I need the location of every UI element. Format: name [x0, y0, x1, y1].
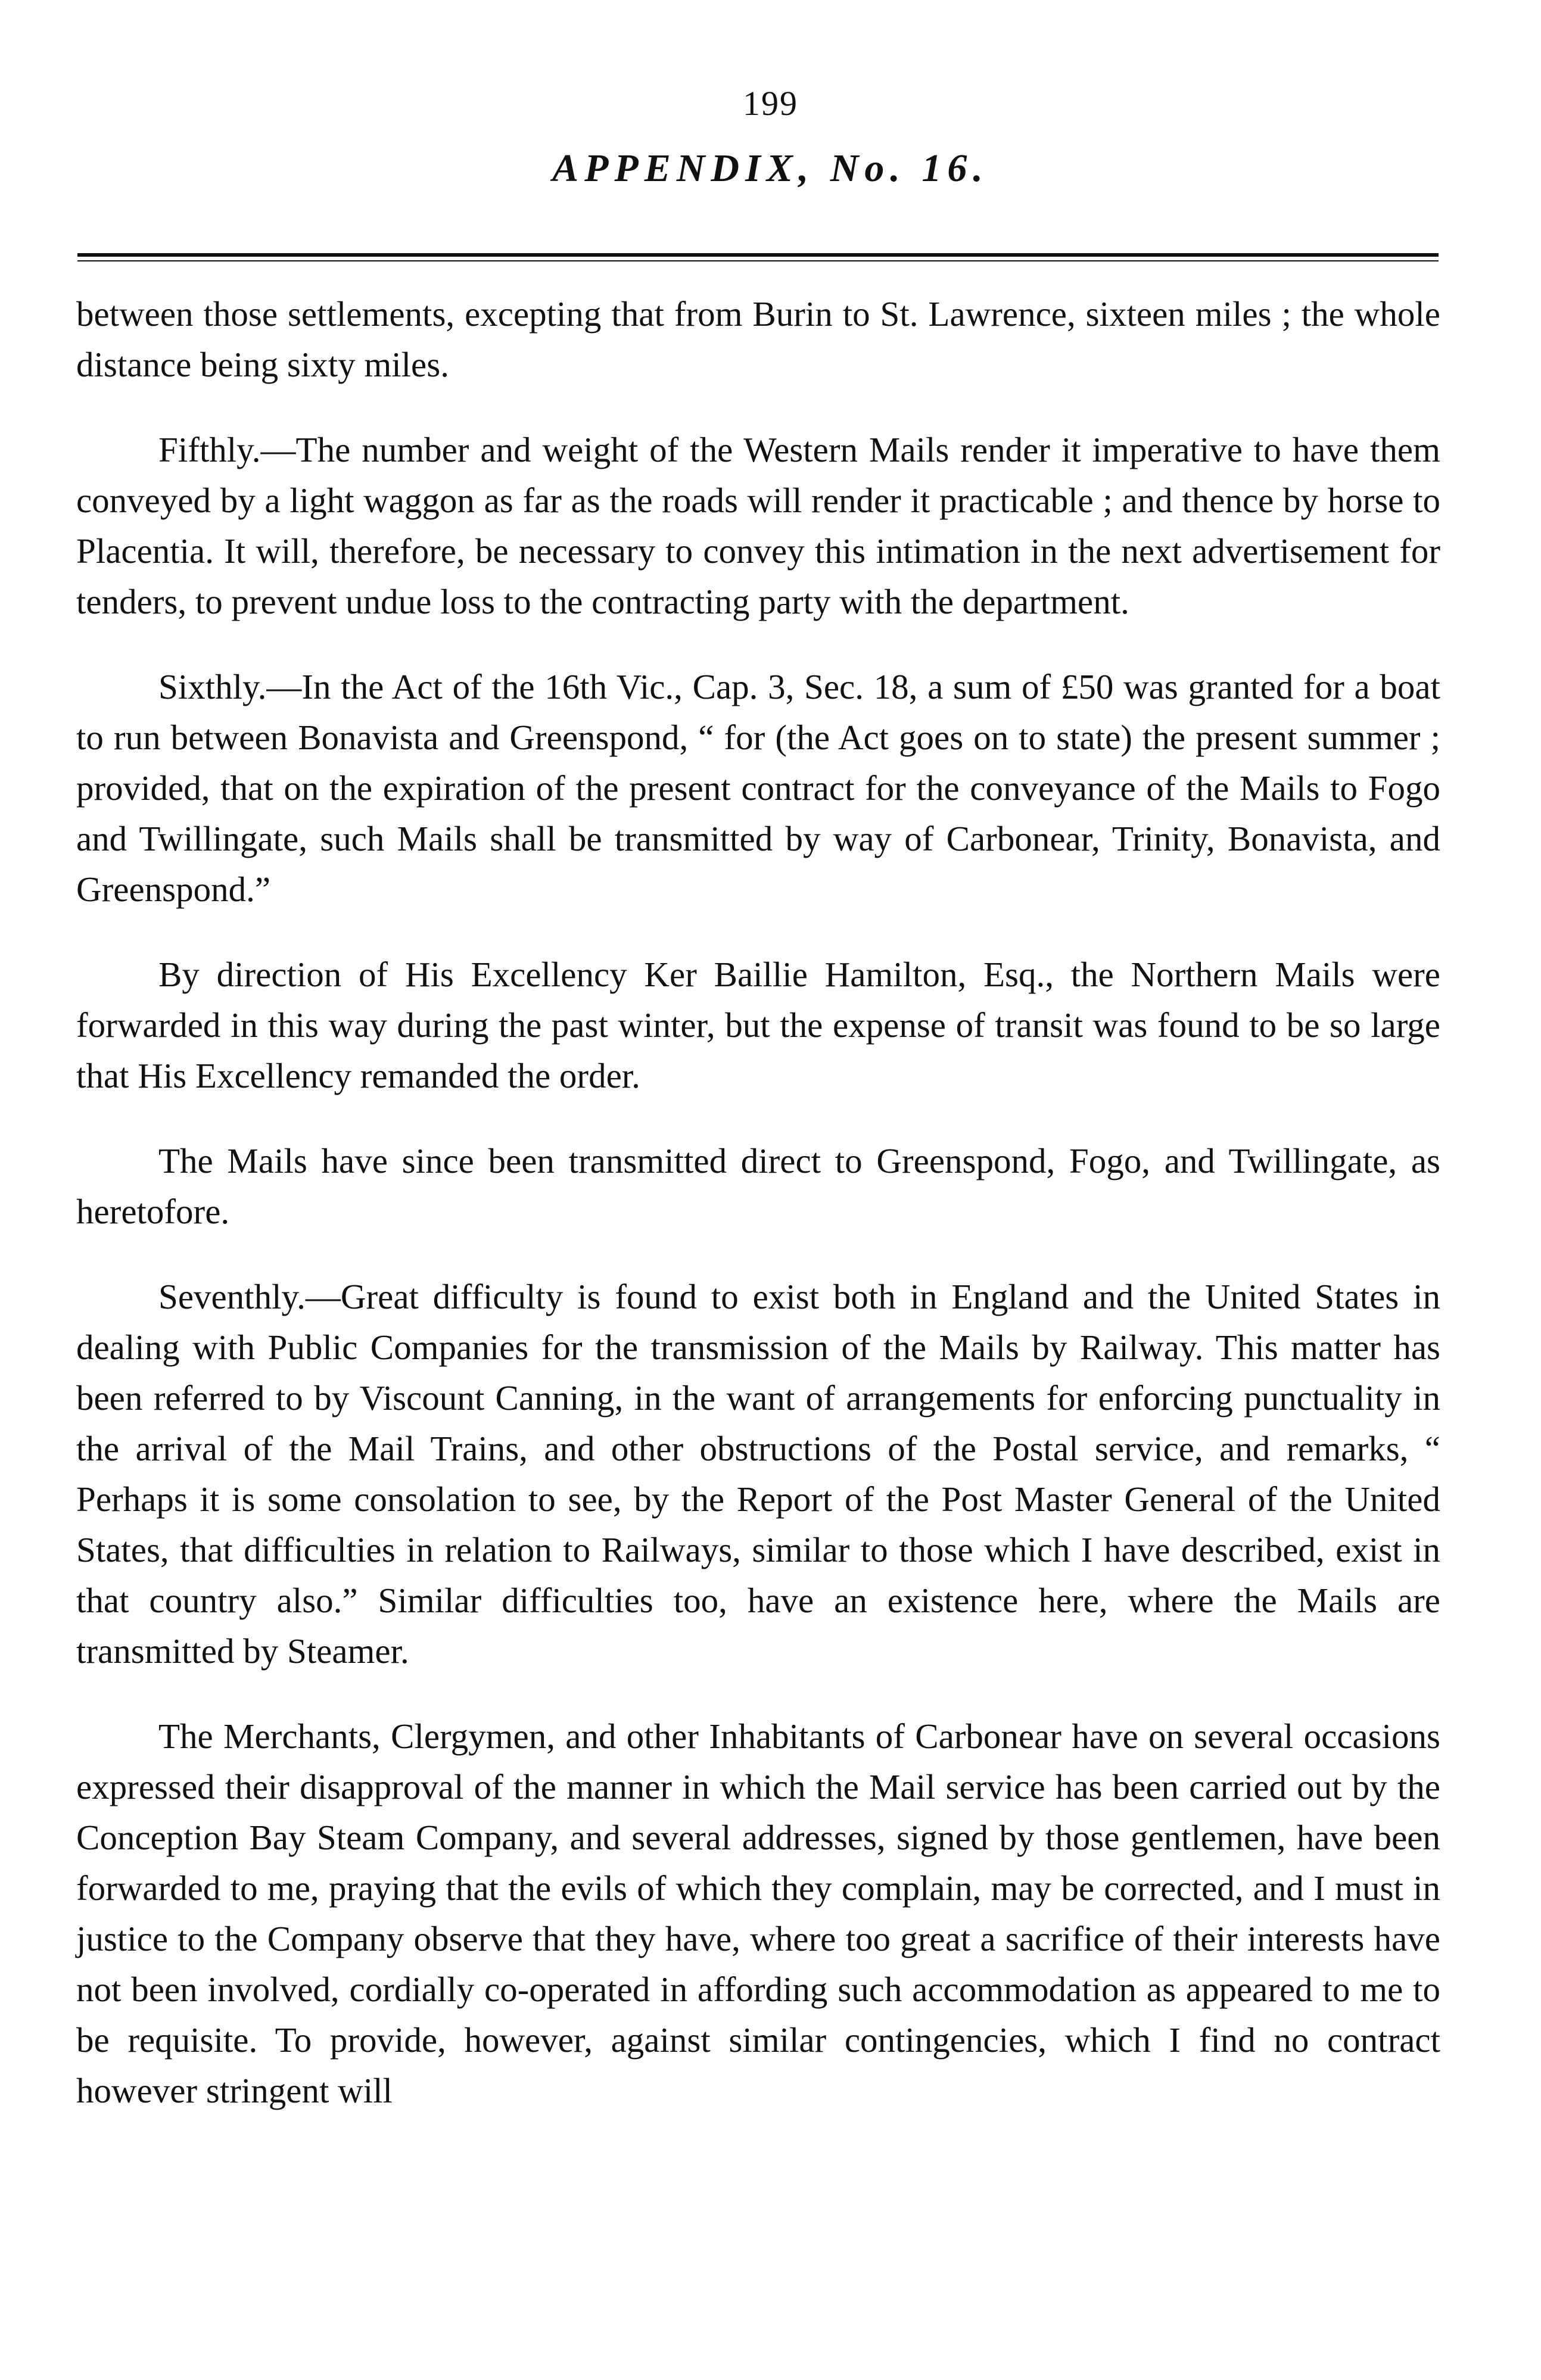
paragraph-greenspond: The Mails have since been transmitted direct to Greenspond, Fogo, and Twillingate, as heretofore.	[76, 1141, 1440, 1231]
paragraph-sixthly: Sixthly.—In the Act of the 16th Vic., Cap. 3, Sec. 18, a sum of £50 was granted for a boat to run between Bonavista and Greenspond, “ for (the Act goes on to state) the present summer ; provided, that on the expiration of the present contract for the conveyance of the Mails to Fogo and Twillingate, such Mails shall be transmitted by way of Carbonear, Trinity, Bonavista, and Greenspond.”	[76, 667, 1440, 909]
paragraph-fifthly: Fifthly.—The number and weight of the Western Mails render it imperative to have them conveyed by a light waggon as far as the roads will render it practicable ; and thence by horse to Placentia. It will, therefore, be necessary to convey this intimation in the next advertisement for tenders, to prevent undue loss to the contracting party with the department.	[76, 430, 1440, 621]
header-rule	[77, 253, 1439, 257]
header-rule-thin	[77, 260, 1439, 261]
page-number: 199	[743, 84, 798, 123]
paragraph-carbonear: The Merchants, Clergymen, and other Inhabitants of Carbonear have on several occasions expressed their disapproval of the manner in which the Mail service has been carried out by the Conception Bay Steam Company, and several addresses, signed by those gentlemen, have been forwarded to me, praying that the evils of which they complain, may be corrected, and I must in justice to the Company observe that they have, where too great a sacrifice of their interests have not been involved, cordially co-operated in affording such accommodation as appeared to me to be requisite. To provide, however, against similar contingencies, which I find no contract however stringent will	[76, 1717, 1440, 2110]
running-head: APPENDIX, No. 16.	[552, 147, 989, 190]
body-text	[76, 289, 1440, 2151]
paragraph-seventhly: Seventhly.—Great difficulty is found to exist both in England and the United States in dealing with Public Companies for the transmission of the Mails by Railway. This matter has been referred to by Viscount Canning, in the want of arrangements for enforcing punctuality in the arrival of the Mail Trains, and other obstructions of the Postal service, and remarks, “ Perhaps it is some consolation to see, by the Report of the Post Master General of the United States, that difficulties in relation to Railways, similar to those which I have described, exist in that country also.” Similar difficulties too, have an existence here, where the Mails are transmitted by Steamer.	[76, 1277, 1440, 1671]
paragraph-northern-mails: By direction of His Excellency Ker Baillie Hamilton, Esq., the Northern Mails were forwarded in this way during the past winter, but the expense of transit was found to be so large that His Excellency remanded the order.	[76, 955, 1440, 1095]
paragraph-continued: between those settlements, excepting that from Burin to St. Lawrence, sixteen miles ; the whole distance being sixty miles.	[76, 294, 1440, 384]
